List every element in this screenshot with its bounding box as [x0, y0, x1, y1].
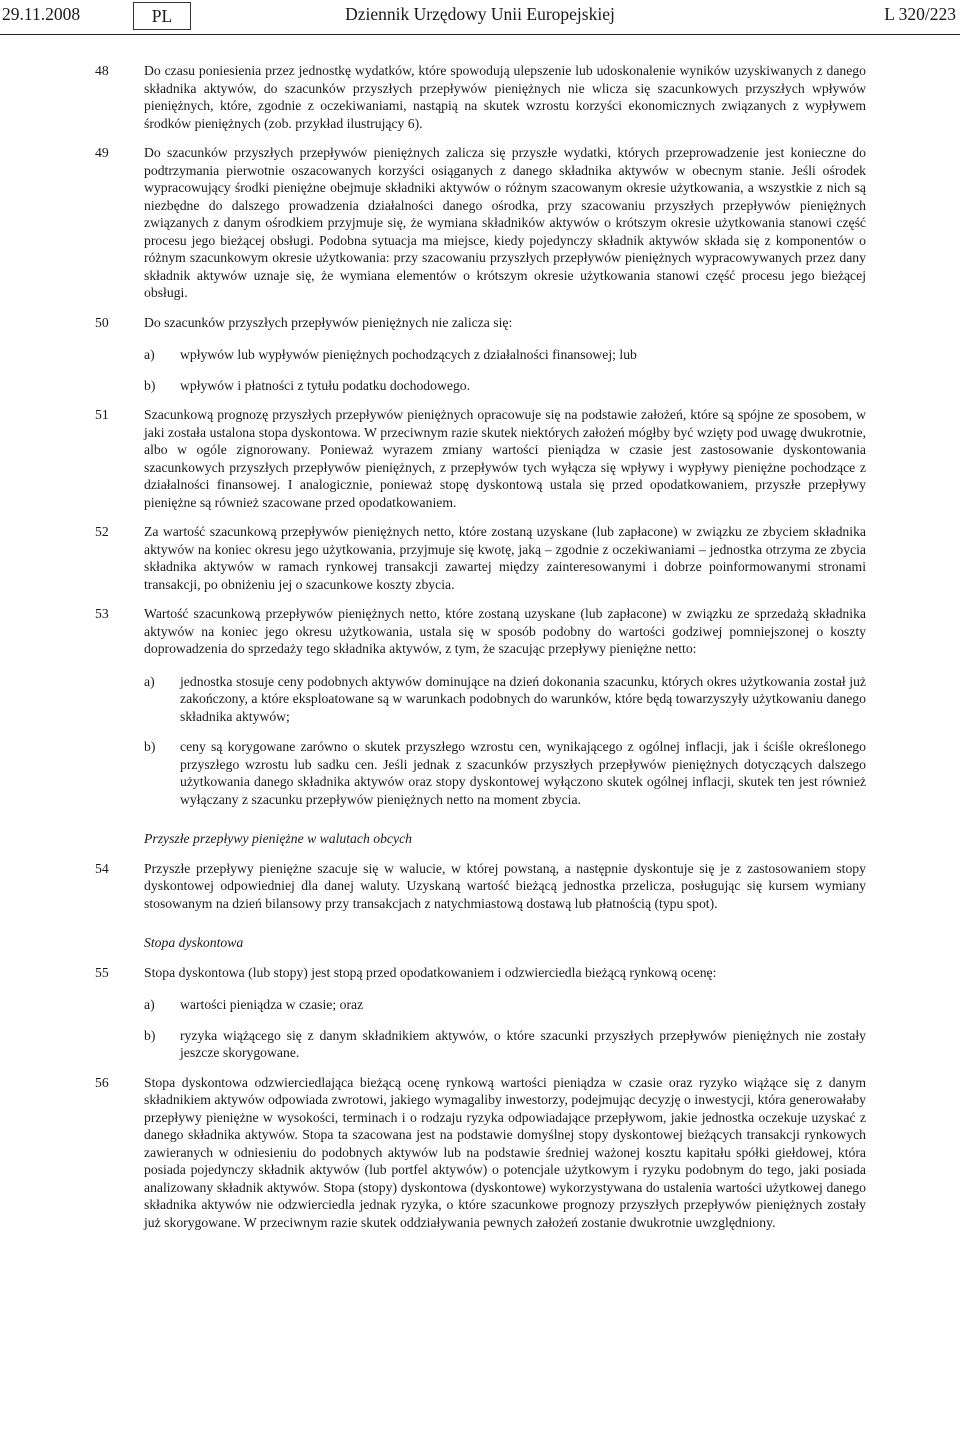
numbered-paragraph [95, 62, 866, 132]
section-heading: Przyszłe przepływy pieniężne w walutach obcych [144, 831, 412, 846]
paragraph-text: Wartość szacunkową przepływów pieniężnych netto, które zostaną uzyskane (lub zapłacone) w związku ze sprzedażą składnika aktywów na koniec jego okresu użytkowania, ustala się w sposób podobny do wartości godziwej pomniejszonej o koszty doprowadzenia do sprzedaży tego składnika aktywów, z tym, że szacując przepływy pieniężne netto: [144, 606, 866, 656]
list-item [144, 996, 866, 1014]
numbered-paragraph [95, 314, 866, 395]
numbered-paragraph [95, 1074, 866, 1232]
paragraph-number: 55 [95, 964, 109, 980]
journal-title: Dziennik Urzędowy Unii Europejskiej [345, 4, 615, 24]
paragraph-number: 52 [95, 524, 109, 539]
list-item-text: wpływów lub wypływów pieniężnych pochodzących z działalności finansowej; lub [180, 347, 637, 362]
list-item-text: wartości pieniądza w czasie; oraz [180, 997, 364, 1012]
paragraph-number: 51 [95, 407, 109, 422]
list-item-letter: a) [144, 673, 155, 689]
list-item-text: ceny są korygowane zarówno o skutek przyszłego wzrostu cen, wynikającego z ogólnej inflacji, jak i ściśle określonego przyszłego wzrostu lub sadku cen. Jeśli jednak z szacunków przyszłych przepływów pieniężnych dotyczących dalszego użytkowania danego składnika aktywów oraz stopy dyskontowej wyłączono skutek ogólnej inflacji, skutek ten jest również wyłączany z szacunku przepływów pieniężnych netto na moment zbycia. [180, 739, 866, 807]
numbered-paragraph [95, 406, 866, 511]
publication-date: 29.11.2008 [2, 4, 81, 24]
paragraph-number: 56 [95, 1074, 109, 1090]
paragraph-text: Za wartość szacunkową przepływów pieniężnych netto, które zostaną uzyskane (lub zapłacone) w związku ze zbyciem składnika aktywów na koniec okresu jego użytkowania, przyjmuje się kwotę, jaką – zgodnie z oczekiwaniami – jednostka otrzyma ze zbycia składnika aktywów w ramach rynkowej transakcji zawartej między zainteresowanymi i dobrze poinformowanymi stronami transakcji, po obniżeniu jej o szacunkowe koszty zbycia. [144, 524, 866, 592]
paragraph-number: 53 [95, 606, 109, 621]
paragraph-text: Szacunkową prognozę przyszłych przepływów pieniężnych opracowuje się na podstawie założeń, które są spójne ze sposobem, w jaki została ustalona stopa dyskontowa. W przeciwnym razie skutek niektórych założeń mógłby być wzięty pod uwagę dwukrotnie, albo w ogóle zignorowany. Ponieważ wyrazem zmiany wartości pieniądza w czasie jest zastosowanie dyskontowania szacunkowych przyszłych przepływów pieniężnych, z przepływów tych wyłącza się wpływy i wypływy pieniężne pochodzące z działalności finansowej. I analogicznie, ponieważ stopę dyskontową ustala się przed opodatkowaniem, przyszłe przepływy pieniężne są również szacowane przed opodatkowaniem. [144, 407, 866, 510]
paragraph-number: 48 [95, 63, 109, 78]
list-item-letter: b) [144, 1027, 156, 1043]
list-item-letter: a) [144, 997, 155, 1012]
numbered-paragraph [95, 605, 866, 808]
list-item [144, 346, 866, 364]
list-item [144, 738, 866, 808]
numbered-paragraph [95, 964, 866, 1062]
paragraph-text: Do szacunków przyszłych przepływów pieniężnych zalicza się przyszłe wydatki, których przeprowadzenie jest konieczne do podtrzymania pierwotnie oszacowanych korzyści osiąganych z danego składnika aktywów w obecnym stanie. Jeśli ośrodek wypracowujący środki pieniężne obejmuje składniki aktywów o różnym szacowanym okresie użytkowania, a wszystkie z nich są niezbędne do dalszego prowadzenia działalności danego ośrodka, przy szacowaniu przyszłych przepływów pieniężnych związanych z danym ośrodkiem przyjmuje się, że wymiana składników aktywów o krótszym okresie użytkowania stanowi część procesu jego bieżącej obsługi. Podobna sytuacja ma miejsce, kiedy pojedynczy składnik aktywów składa się z komponentów o różnym szacunkowym okresie użytkowania: przy szacowaniu przyszłych przepływów pieniężnych wypracowywanych przez dany składnik aktywów uznaje się, że wymiana elementów o krótszym okresie użytkowania stanowi część procesu jego bieżącej obsługi. [144, 145, 866, 300]
paragraph-number: 54 [95, 860, 109, 876]
list-item [144, 1027, 866, 1062]
list-item [144, 673, 866, 726]
page-reference: L 320/223 [884, 4, 956, 24]
paragraph-text: Do czasu poniesienia przez jednostkę wydatków, które spowodują ulepszenie lub udoskonalenie wyników uzyskiwanych z danego składnika aktywów, do szacunków przyszłych przepływów pieniężnych nie wlicza się szacunkowych przyszłych wpływów pieniężnych, które, zgodnie z oczekiwaniami, nastąpią na skutek wzrostu korzyści ekonomicznych związanych z wypływem środków pieniężnych (zob. przykład ilustrujący 6). [144, 63, 866, 131]
list-item-text: jednostka stosuje ceny podobnych aktywów dominujące na dzień dokonania szacunku, których okres użytkowania został już zakończony, a które eksploatowane są w warunkach podobnych do warunków, które będą towarzyszyły użytkowaniu danego składnika aktywów; [180, 673, 866, 724]
language-code-box: PL [133, 2, 191, 30]
paragraph-number: 49 [95, 145, 109, 160]
list-item [144, 377, 866, 395]
list-item-text: ryzyka wiążącego się z danym składnikiem aktywów, o które szacunki przyszłych przepływów pieniężnych nie zostały jeszcze skorygowane. [180, 1027, 866, 1060]
list-item-letter: a) [144, 347, 155, 362]
section-heading: Stopa dyskontowa [144, 935, 244, 950]
numbered-paragraph [95, 523, 866, 593]
numbered-paragraph [95, 860, 866, 913]
list-item-letter: b) [144, 377, 156, 393]
paragraph-text: Stopa dyskontowa (lub stopy) jest stopą przed opodatkowaniem i odzwierciedla bieżącą rynkową ocenę: [144, 964, 717, 980]
list-item-text: wpływów i płatności z tytułu podatku dochodowego. [180, 377, 471, 393]
page-header [0, 0, 960, 35]
paragraph-text: Przyszłe przepływy pieniężne szacuje się w walucie, w której powstaną, a następnie dyskontuje się je z zastosowaniem stopy dyskontowej odpowiedniej dla danej waluty. Uzyskaną wartość bieżącą jednostka przelicza, posługując się kursem wymiany stosowanym na dzień bilansowy przy transakcjach z natychmiastową dostawą lub płatnością (typu spot). [144, 860, 866, 911]
document-body [95, 62, 866, 1243]
list-item-letter: b) [144, 739, 156, 754]
paragraph-text: Stopa dyskontowa odzwierciedlająca bieżącą ocenę rynkową wartości pieniądza w czasie oraz ryzyko wiążące się z danym składnikiem aktywów odpowiada zwrotowi, jakiego wymagaliby inwestorzy, podejmując decyzję o inwestycji, która generowałaby przepływy pieniężne w wysokości, terminach i o rodzaju ryzyka odpowiadające przepływom, jakie jednostka oczekuje uzyskać z danego składnika aktywów. Stopa ta szacowana jest na podstawie domyślnej stopy dyskontowej bieżących transakcji rynkowych zawieranych w odniesieniu do podobnych aktywów lub na podstawie średniej ważonej kosztu kapitału spółki giełdowej, która posiada pojedynczy składnik aktywów (lub portfel aktywów) o potencjale użytkowym i ryzyku podobnym do tego, jaki posiada analizowany składnik aktywów. Stopa (stopy) dyskontowa (dyskontowe) wykorzystywana do ustalenia wartości użytkowej danego składnika aktywów nie odzwierciedla jednak ryzyka, o które szacunkowe prognozy przyszłych przepływów pieniężnych zostały już skorygowane. W przeciwnym razie skutek oddziaływania pewnych założeń zostanie dwukrotnie uwzględniony. [144, 1074, 866, 1230]
paragraph-number: 50 [95, 314, 109, 330]
numbered-paragraph [95, 144, 866, 302]
paragraph-text: Do szacunków przyszłych przepływów pieniężnych nie zalicza się: [144, 314, 513, 330]
